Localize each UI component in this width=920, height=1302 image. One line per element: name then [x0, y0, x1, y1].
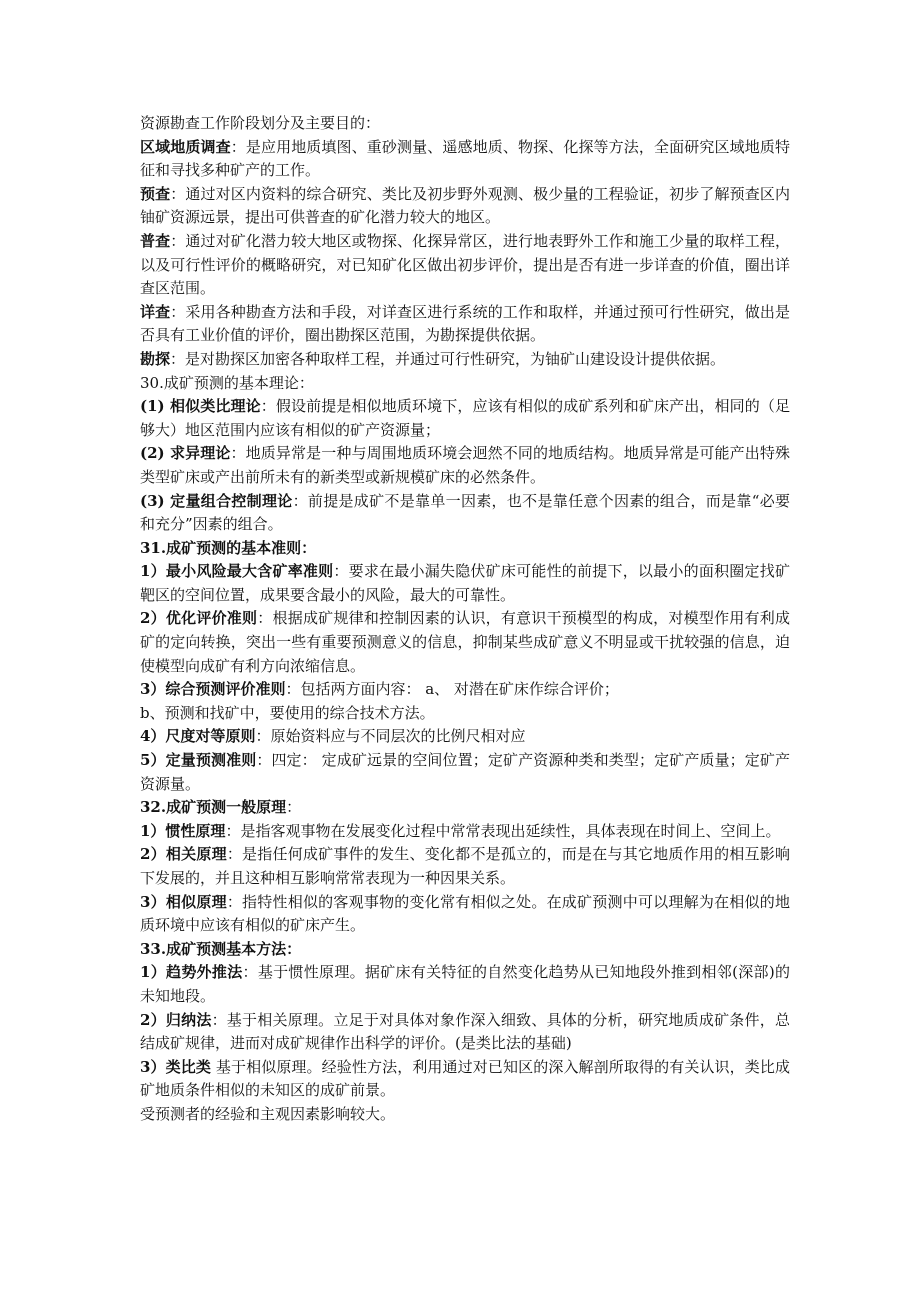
- paragraph-11-heading: 1）最小风险最大含矿率准则: [140, 562, 334, 581]
- paragraph-10: [140, 537, 790, 561]
- paragraph-7: [140, 395, 790, 442]
- paragraph-16-text: ：四定： 定成矿远景的空间位置；定矿产资源种类和类型；定矿产质量；定矿产资源量。: [140, 751, 790, 793]
- paragraph-9-text: ：前提是成矿不是靠单一因素，也不是靠任意个因素的组合，而是靠“必要和充分”因素的组合。: [140, 491, 790, 534]
- paragraph-4-heading: 详查: [140, 302, 171, 321]
- paragraph-17-text: ：: [286, 798, 302, 817]
- paragraph-6: [140, 372, 790, 396]
- paragraph-24-text: 基于相似原理。经验性方法，利用通过对已知区的深入解剖所取得的有关认识，类比成矿地质条件相似的未知区的成矿前景。: [140, 1057, 790, 1100]
- paragraph-9-heading: (3) 定量组合控制理论: [140, 491, 293, 510]
- paragraph-24: [140, 1056, 790, 1103]
- paragraph-18-heading: 1）惯性原理: [140, 821, 226, 840]
- paragraph-19: [140, 843, 790, 890]
- paragraph-17: [140, 796, 790, 820]
- paragraph-15-text: ：原始资料应与不同层次的比例尺相对应: [255, 727, 526, 746]
- paragraph-18: [140, 820, 790, 844]
- paragraph-4-text: ：采用各种勘查方法和手段，对详查区进行系统的工作和取样，并通过预可行性研究，做出是否具有工业价值的评价，圈出勘探区范围，为勘探提供依据。: [140, 302, 790, 345]
- paragraph-25: [140, 1103, 790, 1127]
- paragraph-17-heading: 32.成矿预测一般原理: [140, 798, 287, 817]
- paragraph-1-text: ：是应用地质填图、重砂测量、遥感地质、物探、化探等方法，全面研究区域地质特征和寻找多种矿产的工作。: [140, 137, 790, 180]
- paragraph-2-text: ：通过对区内资料的综合研究、类比及初步野外观测、极少量的工程验证，初步了解预查区内铀矿资源远景，提出可供普查的矿化潜力较大的地区。: [140, 184, 790, 227]
- paragraph-4: [140, 301, 790, 348]
- paragraph-16: [140, 749, 790, 796]
- paragraph-23-text: ：基于相关原理。立足于对具体对象作深入细致、具体的分析，研究地质成矿条件，总结成矿规律，进而对成矿规律作出科学的评价。(是类比法的基础): [140, 1010, 790, 1053]
- paragraph-12-heading: 2）优化评价准则: [140, 609, 258, 628]
- paragraph-15: [140, 725, 790, 749]
- paragraph-14: [140, 702, 790, 726]
- paragraph-25-text: 受预测者的经验和主观因素影响较大。: [140, 1104, 396, 1123]
- paragraph-1: [140, 136, 790, 183]
- paragraph-7-text: ：假设前提是相似地质环境下，应该有相似的成矿系列和矿床产出，相同的（足够大）地区范围内应该有相似的矿产资源量；: [140, 397, 790, 439]
- paragraph-2-heading: 预查: [140, 184, 171, 203]
- paragraph-22: [140, 961, 790, 1008]
- paragraph-7-heading: (1) 相似类比理论: [140, 397, 261, 416]
- paragraph-3: [140, 230, 790, 301]
- paragraph-0-text: 资源勘查工作阶段划分及主要目的：: [140, 114, 381, 132]
- paragraph-15-heading: 4）尺度对等原则: [140, 727, 256, 746]
- paragraph-18-text: ：是指客观事物在发展变化过程中常常表现出延续性，具体表现在时间上、空间上。: [225, 821, 781, 840]
- paragraph-19-heading: 2）相关原理: [140, 845, 227, 864]
- paragraph-10-heading: 31.成矿预测的基本准则：: [140, 538, 317, 557]
- paragraph-8-heading: (2) 求异理论: [140, 444, 231, 463]
- paragraph-24-heading: 3）类比类: [140, 1057, 211, 1076]
- paragraph-14-text: b、预测和找矿中，要使用的综合技术方法。: [140, 703, 435, 722]
- paragraph-0: [140, 112, 790, 136]
- paragraph-20: [140, 891, 790, 938]
- paragraph-9: [140, 490, 790, 537]
- paragraph-5-heading: 勘探: [140, 349, 171, 368]
- paragraph-22-heading: 1）趋势外推法: [140, 963, 243, 982]
- paragraph-5-text: ：是对勘探区加密各种取样工程，并通过可行性研究，为铀矿山建设设计提供依据。: [170, 349, 726, 368]
- paragraph-11: [140, 560, 790, 607]
- paragraph-20-text: ：指特性相似的客观事物的变化常有相似之处。在成矿预测中可以理解为在相似的地质环境中应该有相似的矿床产生。: [140, 892, 790, 935]
- paragraph-21: [140, 938, 790, 962]
- paragraph-20-heading: 3）相似原理: [140, 892, 227, 911]
- paragraph-23-heading: 2）归纳法: [140, 1010, 212, 1029]
- paragraph-2: [140, 183, 790, 230]
- paragraph-12: [140, 607, 790, 678]
- paragraph-8: [140, 442, 790, 489]
- paragraph-1-heading: 区域地质调查: [140, 137, 231, 156]
- paragraph-19-text: ：是指任何成矿事件的发生、变化都不是孤立的，而是在与其它地质作用的相互影响下发展的，并且这种相互影响常常表现为一种因果关系。: [140, 845, 790, 887]
- paragraph-3-heading: 普查: [140, 231, 171, 250]
- paragraph-13-text: ：包括两方面内容： a、 对潜在矿床作综合评价；: [285, 680, 619, 699]
- paragraph-3-text: ：通过对矿化潜力较大地区或物探、化探异常区，进行地表野外工作和施工少量的取样工程，以及可行性评价的概略研究，对已知矿化区做出初步评价，提出是否有进一步详查的价值，圈出详查区范围。: [140, 231, 790, 298]
- paragraph-13: [140, 678, 790, 702]
- paragraph-11-text: ：要求在最小漏失隐伏矿床可能性的前提下，以最小的面积圈定找矿靶区的空间位置，成果要含最小的风险，最大的可靠性。: [140, 562, 790, 604]
- paragraph-5: [140, 348, 790, 372]
- paragraph-16-heading: 5）定量预测准则: [140, 751, 257, 770]
- paragraph-21-heading: 33.成矿预测基本方法：: [140, 939, 302, 958]
- paragraph-12-text: ：根据成矿规律和控制因素的认识，有意识干预模型的构成，对模型作用有利成矿的定向转换，突出一些有重要预测意义的信息，抑制某些成矿意义不明显或干扰较强的信息，迫使模型向成矿有利方向浓缩信息。: [140, 609, 790, 675]
- paragraph-13-heading: 3）综合预测评价准则: [140, 680, 286, 699]
- paragraph-8-text: ：地质异常是一种与周围地质环境会迥然不同的地质结构。地质异常是可能产出特殊类型矿床或产出前所未有的新类型或新规模矿床的必然条件。: [140, 444, 790, 486]
- paragraph-22-text: ：基于惯性原理。据矿床有关特征的自然变化趋势从已知地段外推到相邻(深部)的未知地段。: [140, 963, 790, 1005]
- paragraph-23: [140, 1009, 790, 1056]
- paragraph-6-text: 30.成矿预测的基本理论：: [140, 373, 314, 392]
